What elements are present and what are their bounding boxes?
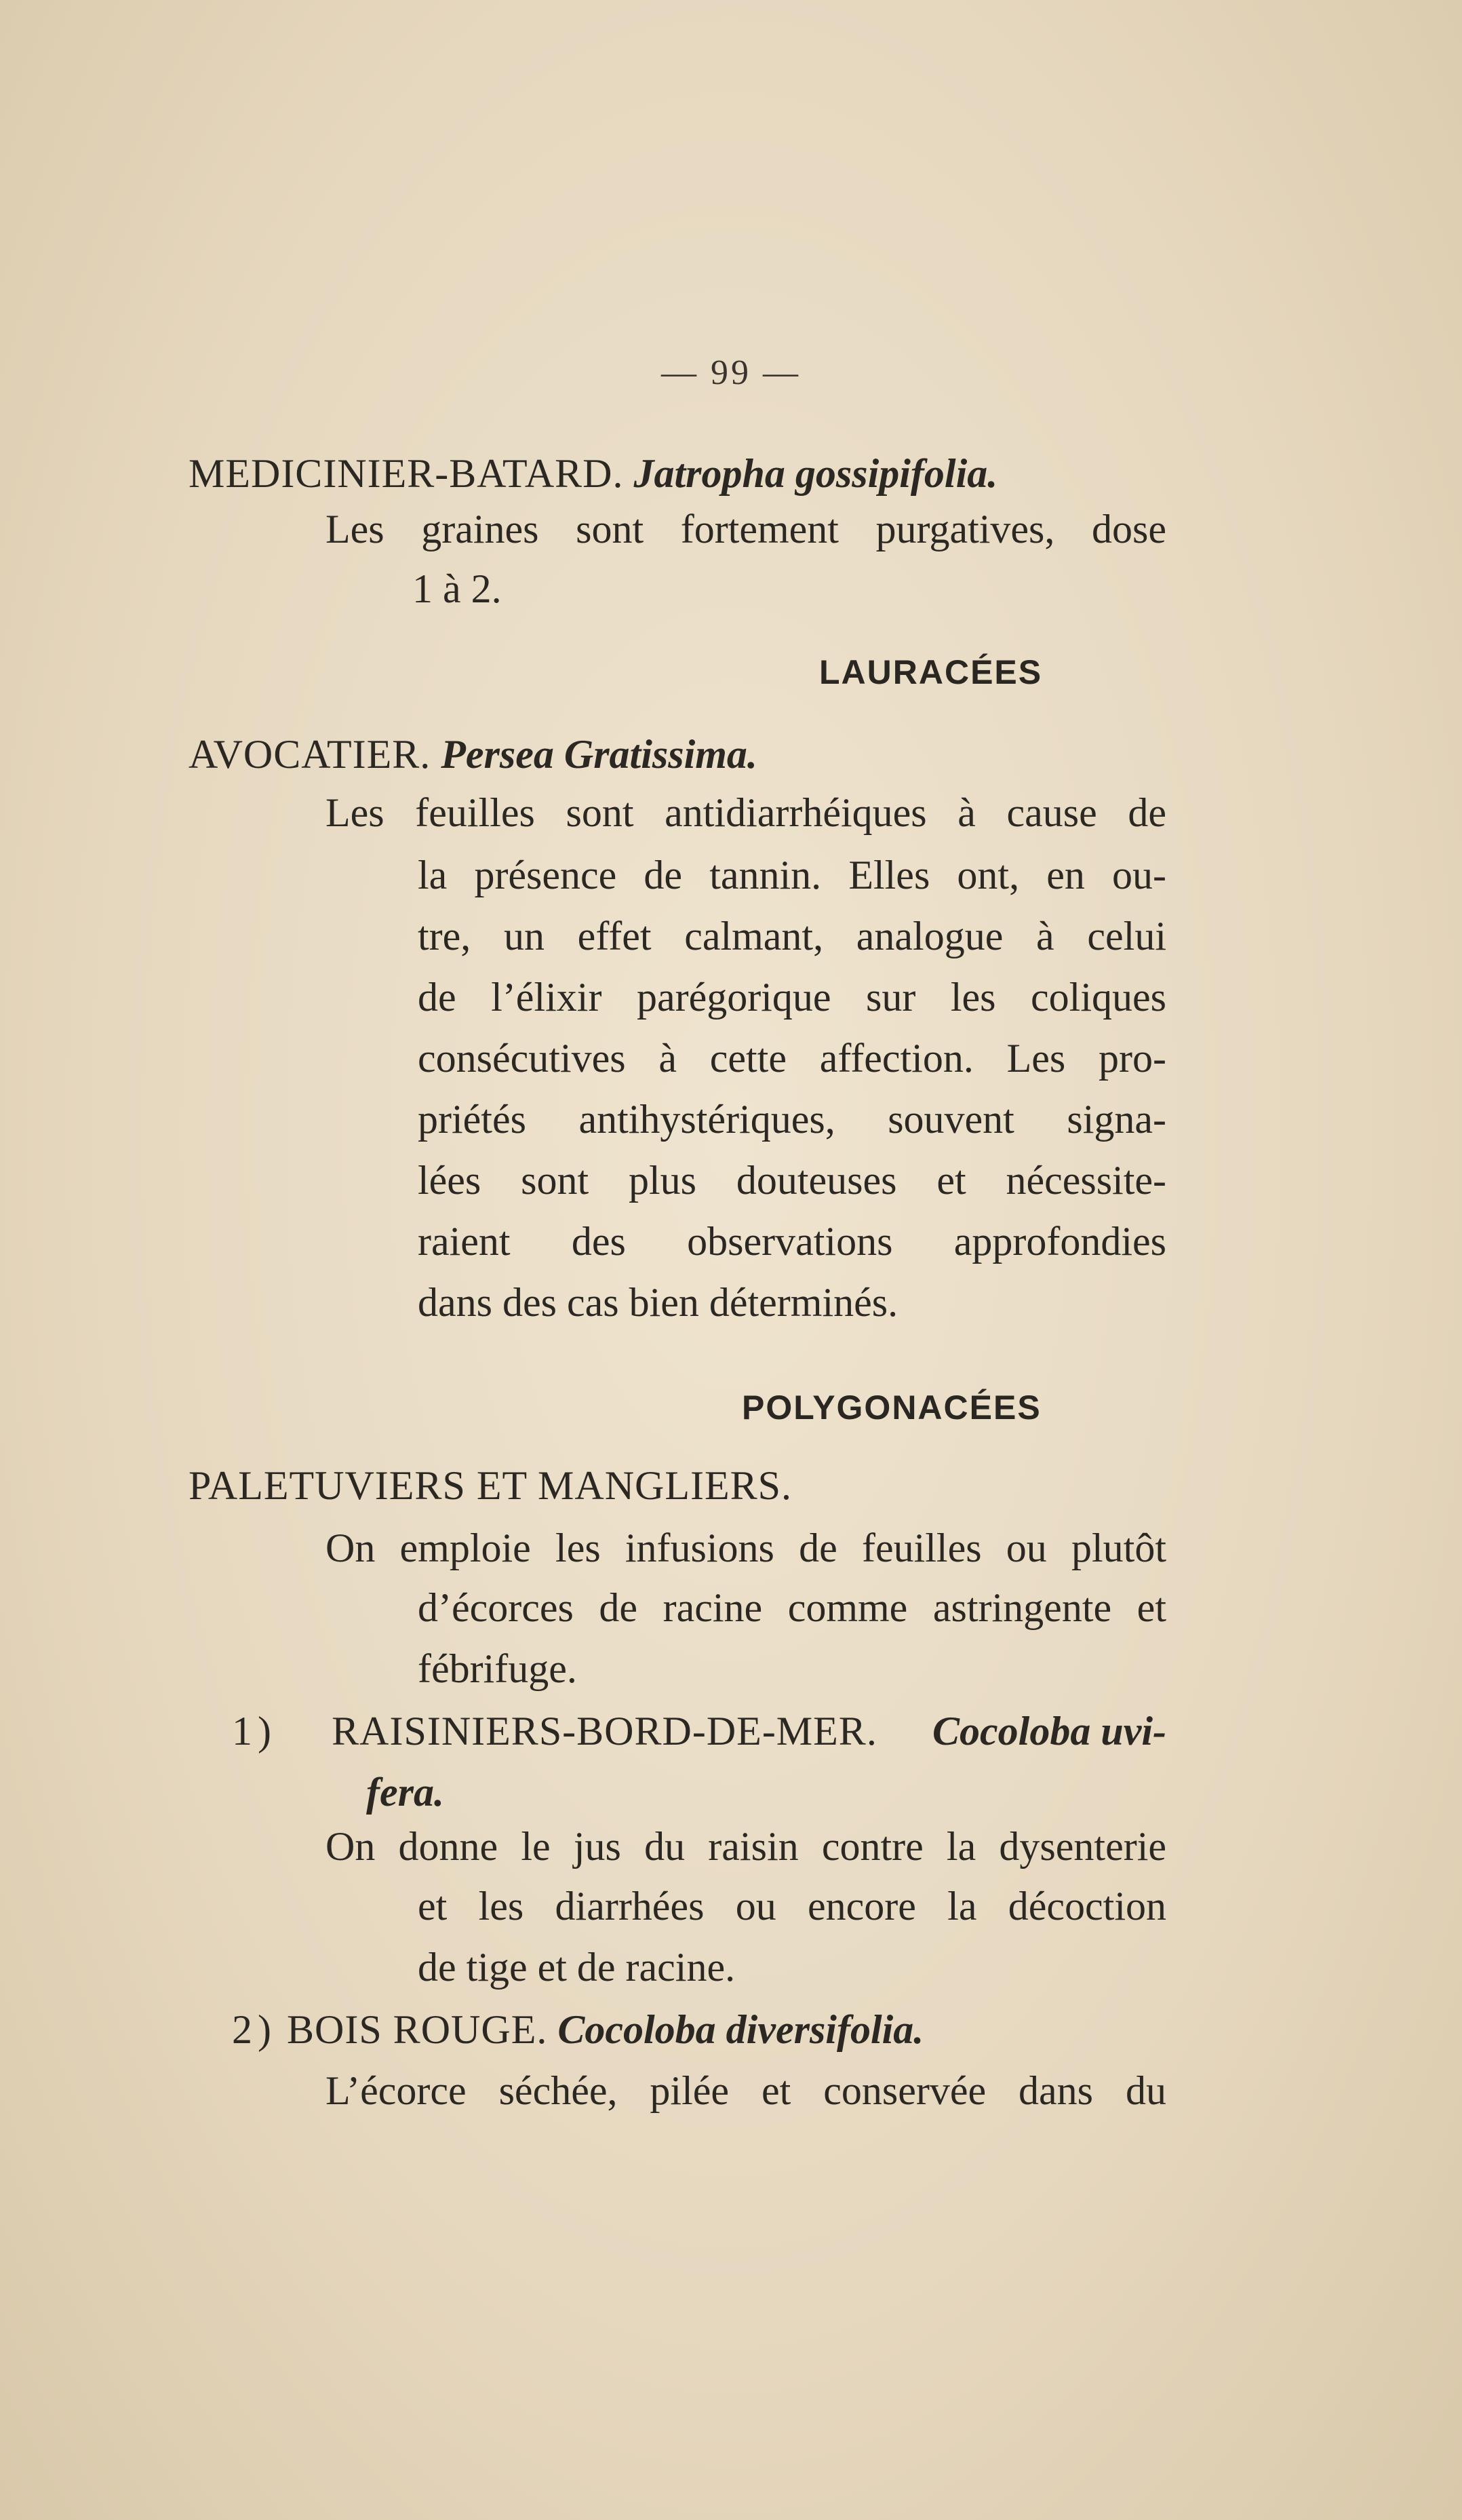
text-line: et les diarrhées ou encore la décoction (418, 1884, 1166, 1928)
entry-heading-raisiniers (232, 1711, 1166, 1751)
text-line: Les feuilles sont antidiarrhéiques à cause de (325, 790, 1166, 835)
text-line: On emploie les infusions de feuilles ou plutôt (325, 1526, 1166, 1570)
entry-heading-avocatier (189, 734, 757, 775)
latin-name: Persea Gratissima. (441, 732, 757, 777)
text-line: L’écorce séchée, pilée et conservée dans du (325, 2068, 1166, 2113)
latin-name-continued: fera. (366, 1770, 444, 1815)
entry-heading-paletuviers: PALETUVIERS ET MANGLIERS. (189, 1463, 793, 1508)
text-line: d’écorces de racine comme astringente et (418, 1585, 1166, 1630)
text-line: On donne le jus du raisin contre la dysenterie (325, 1824, 1166, 1869)
plant-name: BOIS ROUGE. (286, 2007, 548, 2052)
section-heading-polygonacees: POLYGONACÉES (742, 1389, 1042, 1427)
entry-number: 2) (232, 2007, 277, 2052)
text-line: dans des cas bien déterminés. (418, 1280, 898, 1325)
latin-name: Cocoloba diversifolia. (557, 2007, 924, 2052)
text-line: lées sont plus douteuses et nécessite- (418, 1158, 1166, 1203)
latin-name: Cocoloba uvi- (932, 1709, 1166, 1753)
text-line: la présence de tannin. Elles ont, en ou- (418, 853, 1166, 897)
text-line: priétés antihystériques, souvent signa- (418, 1097, 1166, 1142)
text-line: Les graines sont fortement purgatives, dose (325, 507, 1166, 551)
text-line: de tige et de racine. (418, 1945, 736, 1990)
entry-heading-medicinier (189, 453, 997, 494)
section-heading-lauracees: LAURACÉES (819, 653, 1043, 691)
latin-name: Jatropha gossipifolia. (633, 451, 998, 496)
text-line: 1 à 2. (412, 566, 502, 611)
text-line: fébrifuge. (418, 1646, 577, 1691)
entry-heading-bois-rouge (232, 2009, 924, 2050)
plant-name: MEDICINIER-BATARD. (189, 451, 624, 496)
entry-number: 1) (232, 1709, 277, 1753)
text-line: tre, un effet calmant, analogue à celui (418, 914, 1166, 958)
text-line: de l’élixir parégorique sur les coliques (418, 975, 1166, 1020)
plant-name: AVOCATIER. (189, 732, 431, 777)
plant-name: RAISINIERS-BORD-DE-MER. (332, 1709, 877, 1753)
page-number: — 99 — (661, 353, 801, 392)
text-line: consécutives à cette affection. Les pro- (418, 1036, 1166, 1081)
text-line: raient des observations approfondies (418, 1219, 1166, 1264)
